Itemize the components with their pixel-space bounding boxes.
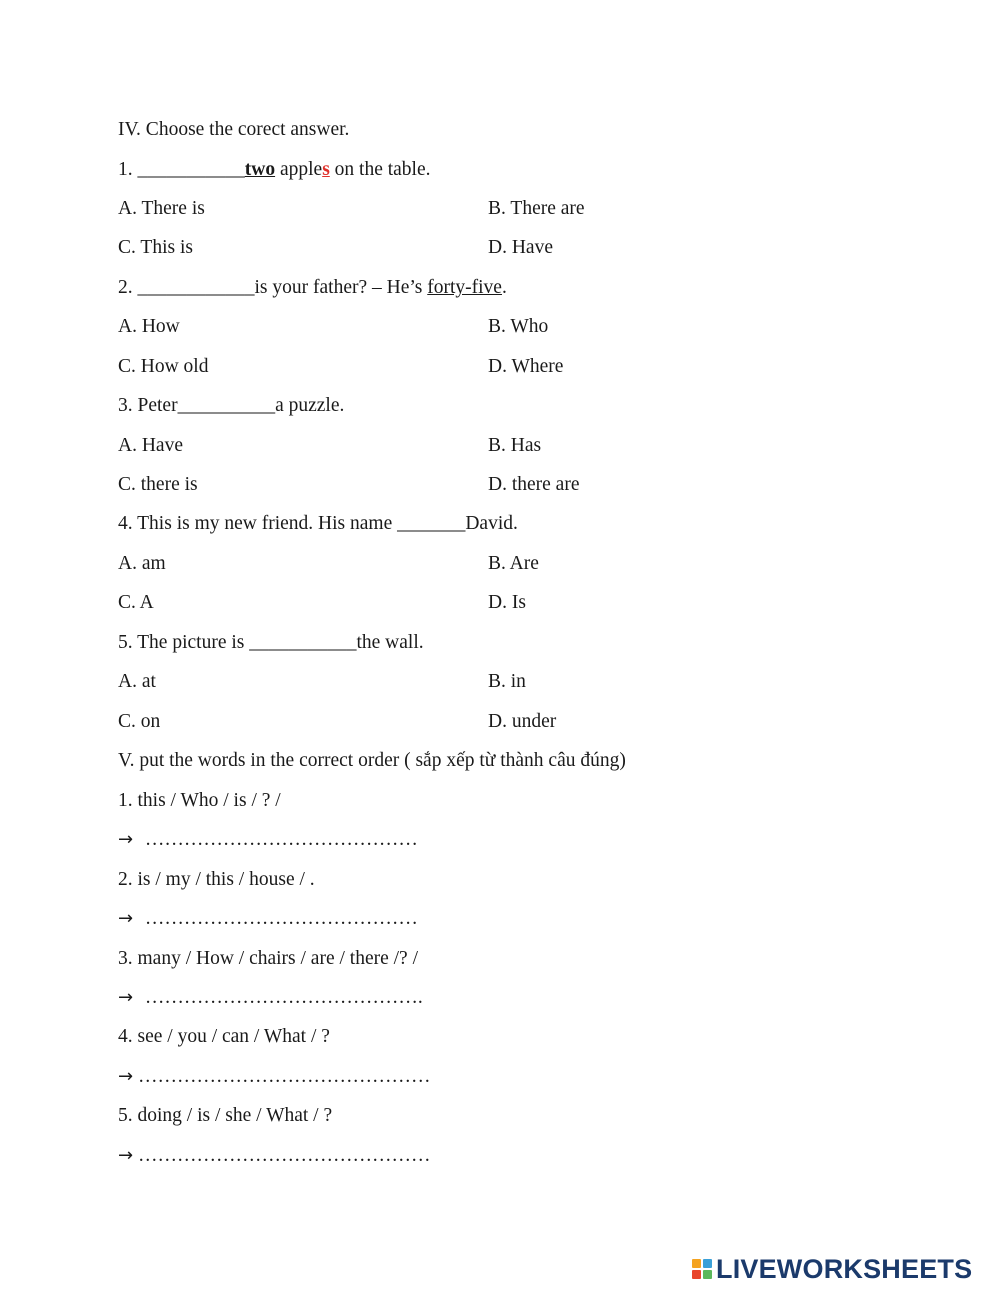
liveworksheets-logo[interactable] xyxy=(692,1254,972,1284)
q2-option-b: B. Who xyxy=(488,316,549,337)
question-1 xyxy=(118,158,431,182)
answer-dots: ……………………………………. xyxy=(140,987,423,1008)
q3-option-d: D. there are xyxy=(488,474,580,495)
q2-option-c: C. How old xyxy=(118,356,209,377)
section-5-title: V. put the words in the correct order ( sắp xếp từ thành câu đúng) xyxy=(118,750,626,771)
question-1-plural-s: s xyxy=(322,159,330,180)
q1-option-d: D. Have xyxy=(488,237,553,258)
q1-option-a: A. There is xyxy=(118,198,205,219)
question-4: 4. This is my new friend. His name _______David. xyxy=(118,513,518,534)
order-item-2-answer[interactable] xyxy=(118,907,418,931)
answer-dots: …………………………………… xyxy=(140,829,418,850)
question-1-keyword: two xyxy=(244,159,276,180)
answer-dots: ……………………………………… xyxy=(138,1145,431,1166)
arrow-icon: → xyxy=(118,1145,134,1166)
q4-option-a: A. am xyxy=(118,553,166,574)
q5-option-a: A. at xyxy=(118,671,156,692)
answer-dots: …………………………………… xyxy=(140,908,418,929)
question-5: 5. The picture is ___________the wall. xyxy=(118,632,424,653)
question-1-blank: ___________ xyxy=(137,159,245,180)
question-3: 3. Peter__________a puzzle. xyxy=(118,395,345,416)
q4-option-d: D. Is xyxy=(488,592,526,613)
arrow-icon: → xyxy=(118,829,134,850)
order-item-5-answer[interactable] xyxy=(118,1144,431,1168)
q5-option-c: C. on xyxy=(118,711,161,732)
question-1-number: 1. xyxy=(118,159,138,180)
logo-mark-icon xyxy=(692,1259,712,1279)
section-4-title: IV. Choose the corect answer. xyxy=(118,119,350,140)
answer-dots: ……………………………………… xyxy=(138,1066,431,1087)
q1-option-c: C. This is xyxy=(118,237,193,258)
q3-option-a: A. Have xyxy=(118,435,183,456)
q2-option-a: A. How xyxy=(118,316,180,337)
order-item-3-prompt: 3. many / How / chairs / are / there /? / xyxy=(118,948,418,969)
order-item-3-answer[interactable] xyxy=(118,986,423,1010)
q4-option-c: C. A xyxy=(118,592,154,613)
order-item-1-answer[interactable] xyxy=(118,828,418,852)
question-1-word: apple xyxy=(279,159,323,180)
q1-option-b: B. There are xyxy=(488,198,585,219)
q4-option-b: B. Are xyxy=(488,553,539,574)
order-item-2-prompt: 2. is / my / this / house / . xyxy=(118,869,315,890)
order-item-1-prompt: 1. this / Who / is / ? / xyxy=(118,790,281,811)
question-2-text: 2. ____________is your father? – He’s xyxy=(118,277,428,298)
arrow-icon: → xyxy=(118,908,134,929)
arrow-icon: → xyxy=(118,1066,134,1087)
order-item-4-answer[interactable] xyxy=(118,1065,431,1089)
logo-text: LIVEWORKSHEETS xyxy=(716,1253,973,1284)
q2-option-d: D. Where xyxy=(488,356,564,377)
q5-option-b: B. in xyxy=(488,671,526,692)
q3-option-b: B. Has xyxy=(488,435,542,456)
arrow-icon: → xyxy=(118,987,134,1008)
question-2: 2. ____________is your father? – He’s forty-five. xyxy=(118,277,507,298)
order-item-4-prompt: 4. see / you / can / What / ? xyxy=(118,1026,330,1047)
q5-option-d: D. under xyxy=(488,711,557,732)
question-1-rest: on the table. xyxy=(329,159,431,180)
order-item-5-prompt: 5. doing / is / she / What / ? xyxy=(118,1105,333,1126)
q3-option-c: C. there is xyxy=(118,474,198,495)
question-2-underlined: forty-five xyxy=(427,277,502,298)
